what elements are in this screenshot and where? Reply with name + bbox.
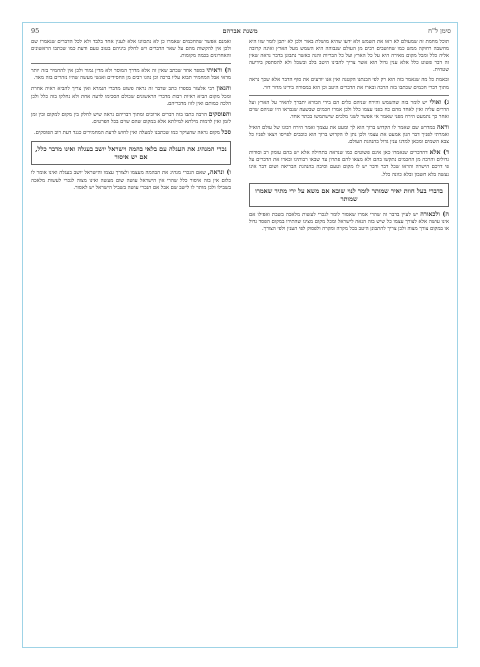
- paragraph-lead: ה) וראיתי: [206, 67, 231, 75]
- paragraph-text: יש לומר בזה שהשמש והירח שניהם כלים הם בידי הבורא יתברך להאיר על הארץ ועל הדרים עליה ואין לאחד מהם כח בפני עצמו כלל ולכן אמרו חכמים שבשעה שנבראו היו שניהם שוים ואחר כך נתמעט הירח מפני שאמר אי אפשר לשני מלכים שישתמשו בכתר אחד.: [249, 99, 449, 120]
- page-header: [23, 23, 457, 37]
- paragraph: [249, 124, 449, 146]
- paragraph-text: במדרש שם שאמר לו הקדוש ברוך הוא לך ומעט את עצמך ואמר הירח רבונו של עולם הואיל ואמרתי לפניך דבר הגון אמעט את עצמי ולכן נתן לו הקדוש ברוך הוא כוכבים לפייסו ויצאו לפניו כל צבא השמים ומכאן למדנו ענין גדול בהנהגת העולם.: [249, 124, 449, 146]
- paragraph: [249, 211, 449, 233]
- paragraph-text: הרבה כתבו בזה דברים ארוכים ומתוך דבריהם נראה שיש לחלק בין מקום למקום ובין זמן לזמן ואין לדמות מילתא למילתא אלא במקום שהם שוים בכל הפרטים.: [31, 111, 231, 125]
- paragraph: [31, 129, 231, 137]
- paragraph-lead: סכל: [221, 128, 231, 136]
- paragraph-lead: ה) ולכאורה: [420, 211, 449, 218]
- paragraph-text: רבי אלעזר בספרו כתב שדבר זה נראה פשוט מדברי הגמרא ואין צריך להביא ראיה אחרת ומכל מקום הביא ראיות רבות מדברי הראשונים שכולם הסכימו לדעה אחת ולא נחלקו בזה כלל ולכן הלכה כמותם ואין לזוז מדבריהם.: [31, 86, 231, 107]
- paragraph: [31, 85, 231, 107]
- header-book-title: משנת אברהם: [222, 27, 258, 35]
- section-heading-box: נכרי המנהיג את העגלה עם בלאי בהמה וישראל יושב בעגלה ואינו מדבר כלל, אם יש איסור: [31, 141, 231, 165]
- paragraph-text: דהדברים שנאמרו כאן אינם פשוטים כמו שנראה בתחילה אלא יש בהם עומק רב וסודות גדולים והרבה מן החכמים נתקשו בהם ולא מצאו להם פתרון עד שבאו רבותינו ובארו את הדברים על פי דרכם הישרה והראו שכל דבר ודבר יש לו מקום וטעם וסיבה בהנהגת הבריאה ושום דבר אינו נעשה בלא חשבון ובלא כוונה כלל.: [249, 150, 449, 178]
- paragraph: תוכל מחמת זה שמעולם לא ראו את השמש ולא ידעו שהיא מושלת באור ולכן לא יתכן לומר שזו היא מחשבה רחוקה ממש כמו שחושבים רבים מן העולם שגבוהה היא השמש מעל הארץ ואינה קרובה אליה כלל ומכל מקום מאירה היא על כל הארץ ועל כל הבריות והנה כאשר נתבונן בדבר נראה שאין זה דבר פשוט כלל אלא ענין גדול הוא אשר צריך להבינו היטב בלב ובשכל ולא להסתפק בידיעה שטחית.: [249, 39, 449, 74]
- book-page: [22, 22, 458, 648]
- paragraph-lead: ו) ונראה,: [207, 169, 231, 177]
- header-page-number: 95: [31, 27, 40, 35]
- text-column-right: [249, 39, 449, 643]
- section-heading-box: בדברי בעל חוות יאיר שמותר לומר לנוי שובא אם משא על ירי מתיר שאמרו שמותר: [249, 183, 449, 207]
- paragraph-text: בספר אחד שכתב שאין זה אלא מדרך המוסר ולא מדין גמור ולכן אין להחמיר בזה יותר מדאי אבל המחמיר תבוא עליו ברכה וכן נהגו רבים מן החסידים ואנשי מעשה שהיו נזהרים בזה מאד.: [31, 68, 231, 82]
- header-chapter: סימן ל"ח: [428, 27, 451, 35]
- paragraph: ובאמת כל מה שנאמר בזה הוא רק לפי הבנתנו הקטנה ואין אנו יודעים את סוף הדבר אלא שכך נראה מתוך דברי חכמים שכתבו בזה הרבה ובארו את הדברים היטב וכן הוא במסורה בידינו מדור דור.: [249, 77, 449, 91]
- paragraph: [31, 67, 231, 82]
- paragraph-lead: והגאון: [216, 85, 231, 93]
- paragraph: [31, 169, 231, 191]
- paragraph: [249, 99, 449, 121]
- divider: [249, 95, 449, 96]
- paragraph: [31, 111, 231, 126]
- paragraph-text: מקום נראה שהעיקר כמו שכתבנו למעלה ואין לחוש לדעת המחמירים כנגד דעת רוב הפוסקים.: [34, 129, 220, 136]
- paragraph: ואמנם אפשר שהחכמים שאמרו כן לא נתכוונו אלא לענין אחד בלבד ולא לכל הדברים שנאמרו שם ולכן אין להקשות מהם על שאר הדברים ויש לחלק ביניהם בטוב טעם ודעת כמו שכתבו הראשונים והאחרונים בכמה מקומות.: [31, 39, 231, 60]
- text-column-left: [31, 39, 231, 643]
- paragraph-lead: ג) ואולי: [429, 98, 449, 106]
- paragraph-lead: וראה: [436, 123, 449, 131]
- paragraph: [249, 149, 449, 178]
- paragraph-text: שאם הנכרי מנהיג את הבהמה מעצמו ולצורך עצמו והישראל יושב בעגלה ואינו אומר לו כלום אין בזה איסור כלל שהרי אין הישראל עושה שום מעשה ואינו מצוה לנכרי לעשות מלאכה בשבילו ולכן מותר לו לישב שם אבל אם הנכרי עושה בשביל הישראל יש לאסור.: [31, 170, 231, 191]
- paragraph-lead: והפוסקים: [208, 110, 231, 118]
- paragraph-text: יש לעיין בדבר זה שהרי אמרו שאסור לומר לנכרי לעשות מלאכה בשבת ואפילו אם אינו עושה אלא לצורך עצמו כל שיש בזה הנאה לישראל ומכל מקום מצינו שהתירו במקום הפסד גדול או במקום צורך מצוה ולכן צריך להתבונן היטב בכל מקרה ומקרה ולפסוק לפי הענין ולפי הצורך.: [249, 212, 449, 233]
- paragraph-lead: ד) אלא: [429, 149, 449, 157]
- divider: [31, 63, 231, 64]
